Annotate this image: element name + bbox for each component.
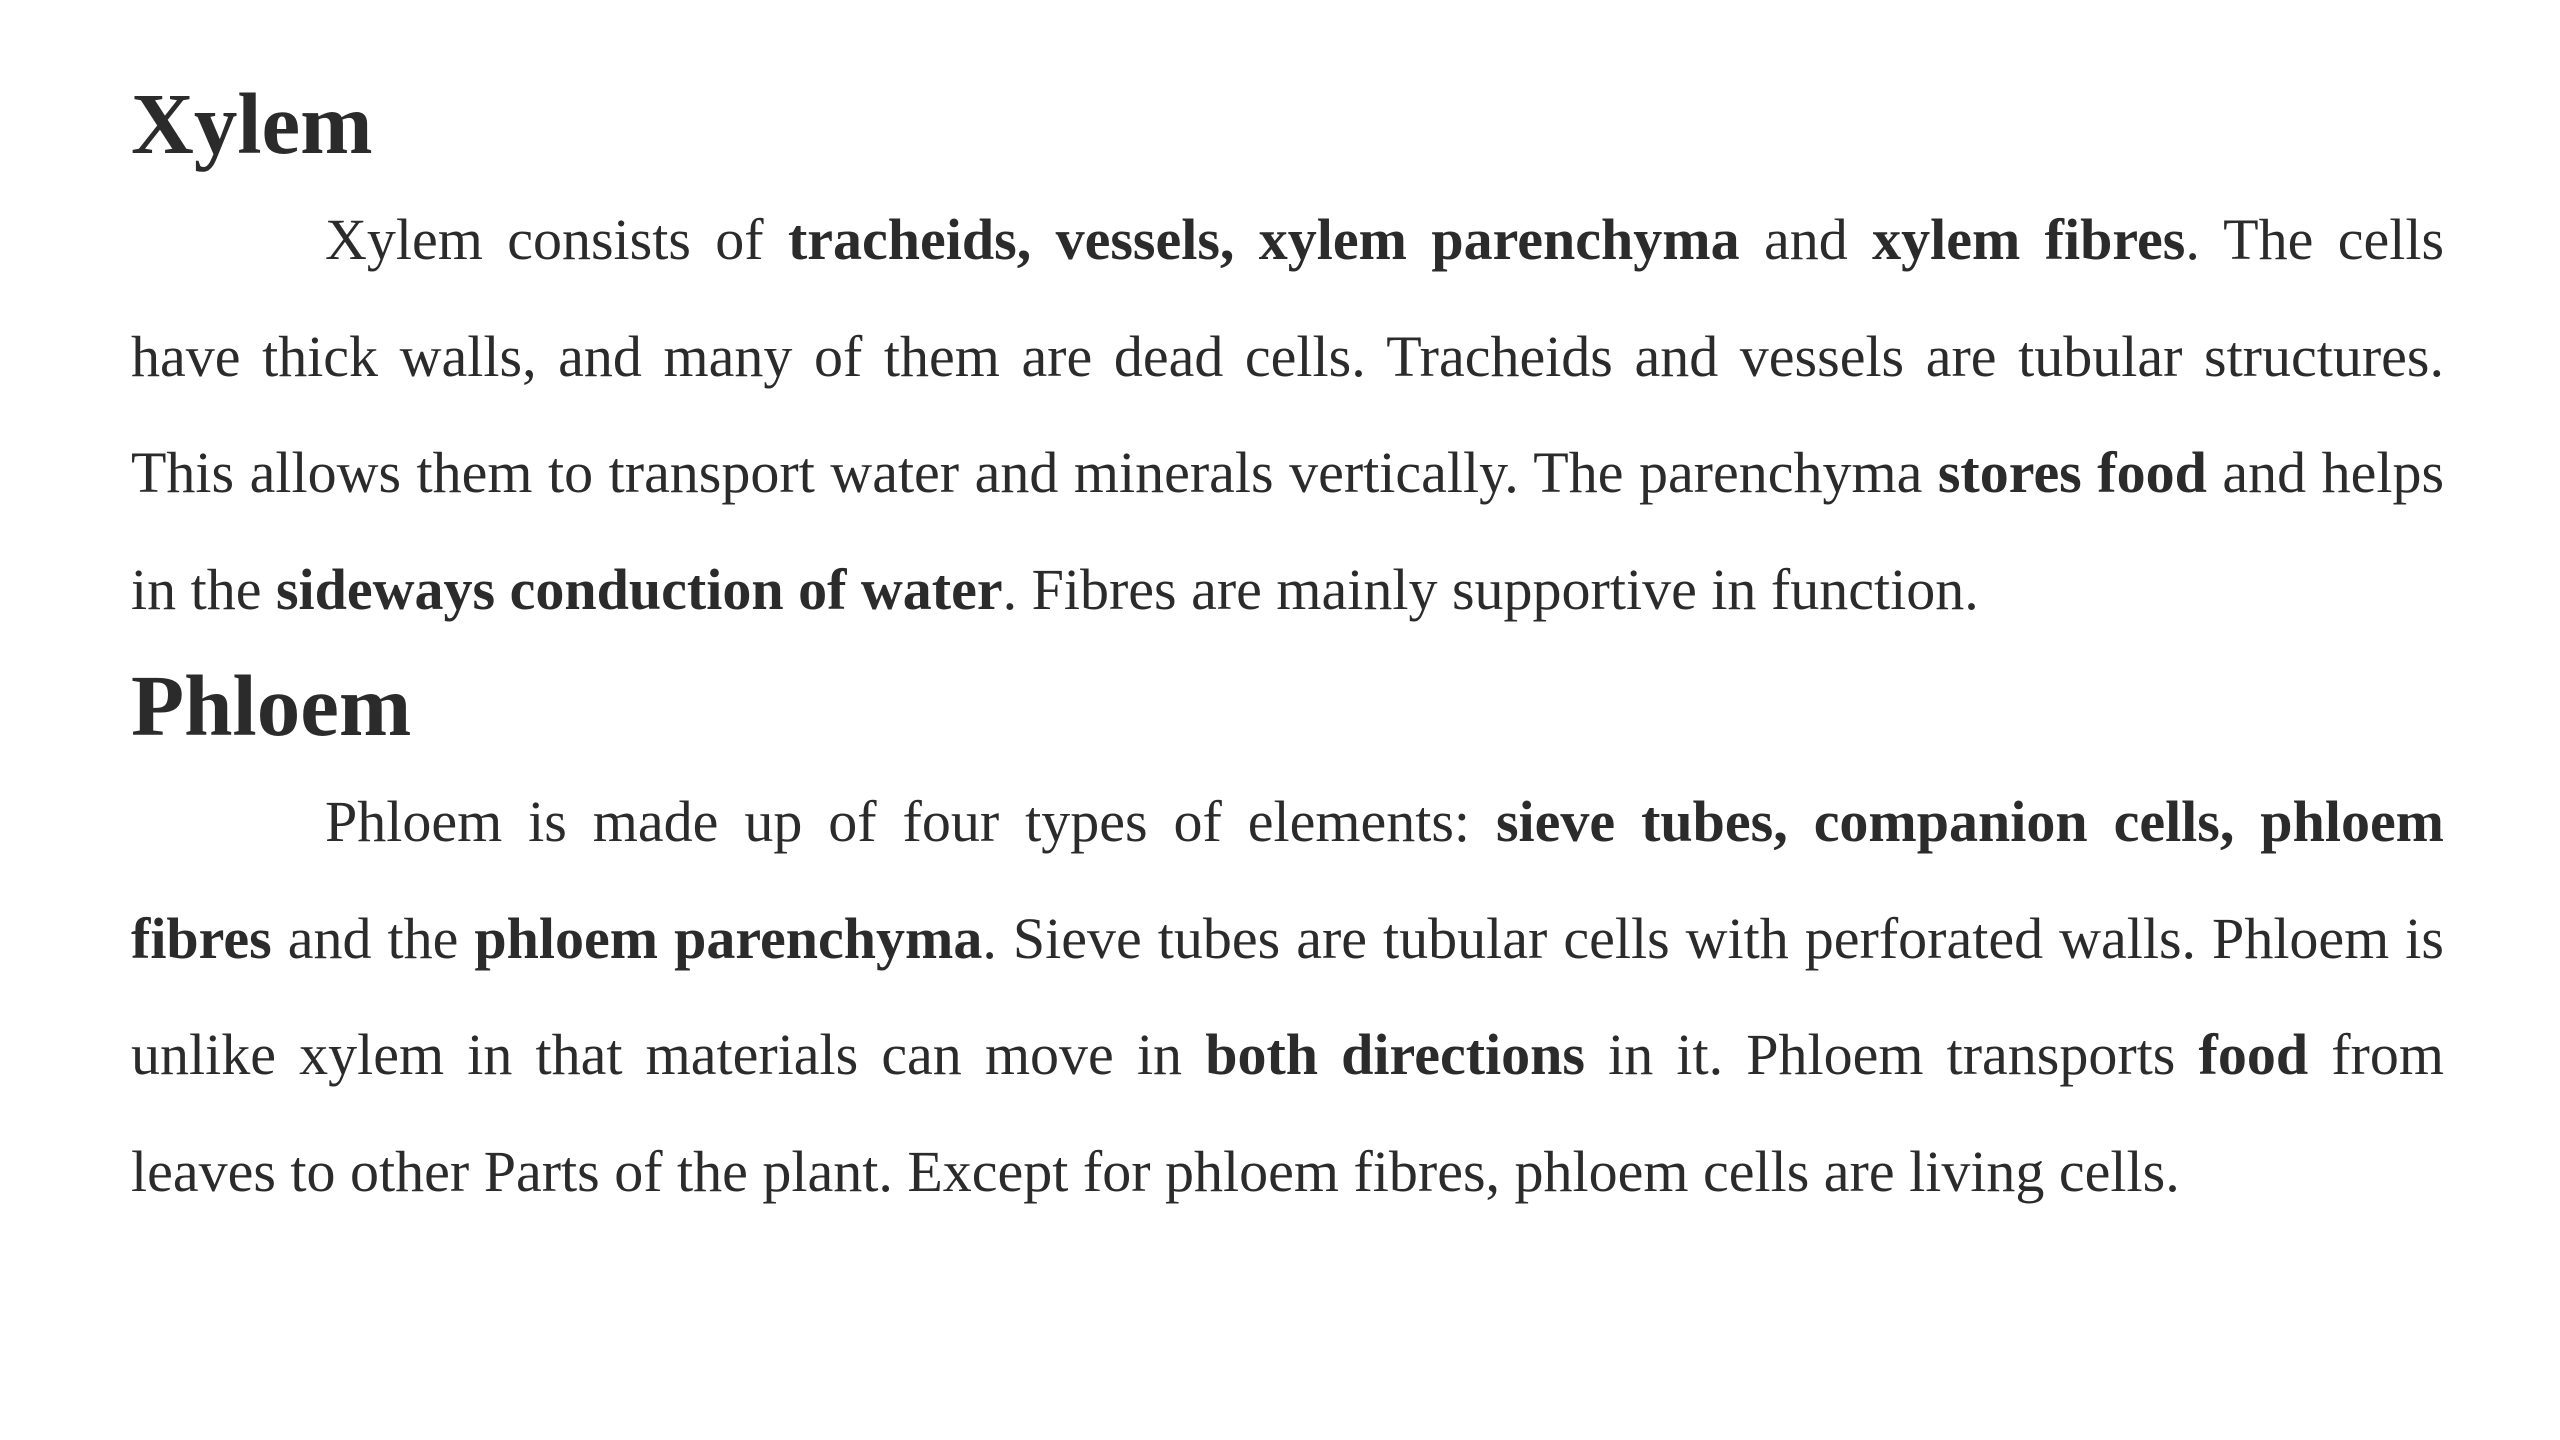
bold-run: tracheids, vessels, xylem parenchyma bbox=[787, 207, 1740, 272]
xylem-heading: Xylem bbox=[131, 75, 373, 172]
text-run: in it. Phloem transports bbox=[1584, 1022, 2199, 1087]
bold-run: sideways conduction of water bbox=[275, 556, 1003, 622]
text-run: from leaves to other Parts of the plant. Except for phloem fibres, phloem cells are living cells. bbox=[131, 1022, 2444, 1204]
text-run: . Fibres are mainly supportive in function. bbox=[1002, 556, 1979, 622]
phloem-section bbox=[131, 648, 2444, 1230]
xylem-paragraph bbox=[131, 182, 2444, 648]
bold-run: xylem fibres bbox=[1872, 207, 2186, 272]
text-run: and helps in the bbox=[131, 440, 2445, 622]
phloem-paragraph bbox=[131, 764, 2444, 1230]
bold-run: sieve tubes, companion cells, phloem fibres bbox=[131, 789, 2444, 971]
text-run: . Sieve tubes are tubular cells with perforated walls. Phloem is unlike xylem in that materials can move in bbox=[131, 905, 2444, 1087]
text-run: and bbox=[1739, 207, 1873, 272]
text-run: Xylem consists of bbox=[325, 207, 788, 272]
bold-run: both directions bbox=[1205, 1022, 1585, 1087]
text-run: Phloem is made up of four types of elements: bbox=[325, 789, 1496, 854]
bold-run: food bbox=[2198, 1022, 2309, 1087]
text-run: . The cells have thick walls, and many of them are dead cells. Tracheids and vessels are tubular structures. This allows them to transport water and minerals vertically. The parenchyma bbox=[131, 207, 2445, 505]
xylem-section bbox=[131, 66, 2444, 648]
bold-run: stores food bbox=[1937, 440, 2207, 505]
phloem-heading: Phloem bbox=[131, 657, 412, 754]
bold-run: phloem parenchyma bbox=[474, 905, 983, 971]
text-run: and the bbox=[271, 905, 475, 971]
